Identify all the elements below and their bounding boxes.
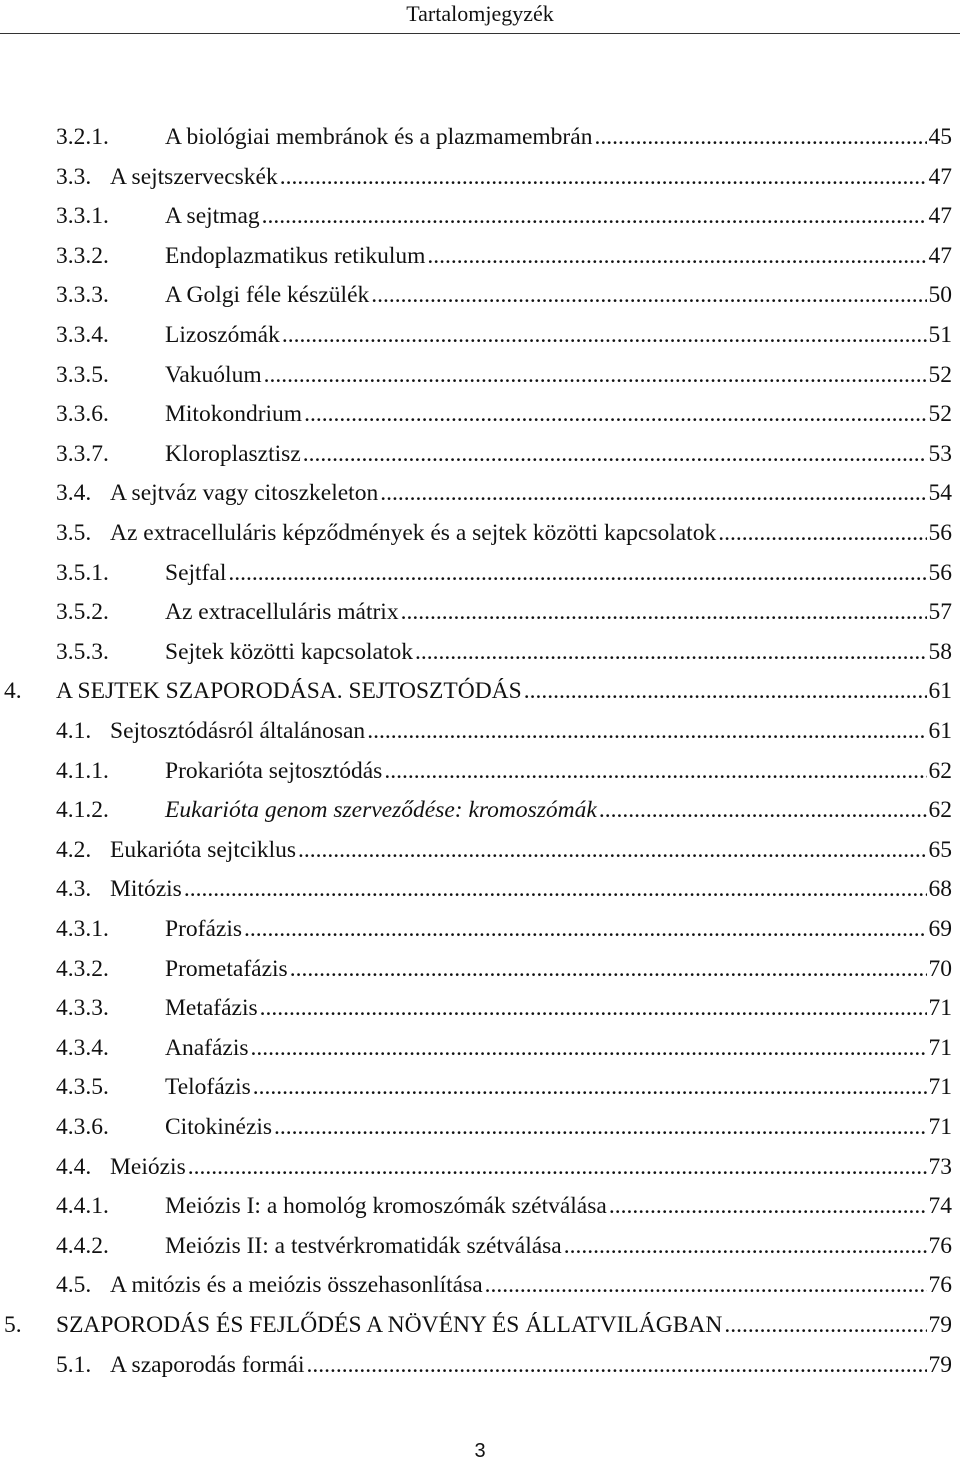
- toc-entry-title: A SEJTEK SZAPORODÁSA. SEJTOSZTÓDÁS: [56, 678, 522, 705]
- toc-entry-page: 61: [928, 718, 952, 744]
- toc-entry-title: Telofázis: [165, 1074, 251, 1101]
- toc-entry-page: 68: [928, 876, 952, 903]
- toc-entry-page: 65: [928, 836, 952, 863]
- toc-dot-leader: [274, 1107, 926, 1147]
- toc-entry-page: 76: [928, 1272, 952, 1299]
- toc-entry-number: 4.3.1.: [56, 916, 109, 942]
- toc-entry-title: Prometafázis: [165, 955, 288, 982]
- toc-entry-number: 3.5.2.: [56, 599, 109, 626]
- toc-entry-title: Metafázis: [165, 995, 258, 1022]
- toc-entry-number: 3.4.: [56, 480, 92, 507]
- toc-entry-page: 76: [928, 1232, 952, 1259]
- toc-entry-number: 3.3.3.: [56, 282, 109, 309]
- toc-entry[interactable]: [56, 830, 952, 870]
- toc-entry-page: 79: [928, 1312, 952, 1338]
- toc-entry-page: 74: [928, 1193, 952, 1220]
- toc-entry-number: 3.5.1.: [56, 559, 109, 586]
- toc-entry[interactable]: [56, 632, 952, 672]
- toc-entry-number: 4.2.: [56, 836, 92, 863]
- toc-entry-title: Profázis: [165, 916, 243, 942]
- toc-entry-number: 4.1.: [56, 718, 92, 744]
- toc-entry-number: 5.1.: [56, 1351, 92, 1378]
- toc-entry[interactable]: [56, 1186, 952, 1226]
- toc-entry-title: Lizoszómák: [165, 322, 280, 348]
- toc-dot-leader: [264, 355, 927, 395]
- toc-dot-leader: [594, 117, 926, 157]
- toc-entry-number: 3.5.3.: [56, 638, 109, 665]
- toc-entry-title: Meiózis: [110, 1153, 186, 1180]
- toc-entry-title: A sejtszervecskék: [110, 163, 278, 190]
- toc-entry-number: 4.1.1.: [56, 757, 109, 784]
- toc-dot-leader: [367, 711, 926, 751]
- toc-entry[interactable]: [56, 117, 952, 157]
- toc-dot-leader: [304, 394, 926, 434]
- toc-entry-page: 47: [928, 163, 952, 190]
- toc-entry[interactable]: [56, 711, 952, 751]
- toc-dot-leader: [251, 1028, 927, 1068]
- toc-entry-number: 4.3.5.: [56, 1074, 109, 1101]
- toc-entry-title: Citokinézis: [165, 1114, 273, 1140]
- toc-entry-page: 57: [928, 599, 952, 626]
- toc-entry[interactable]: [56, 1107, 952, 1147]
- toc-entry[interactable]: [56, 315, 952, 355]
- toc-entry[interactable]: [56, 434, 952, 474]
- toc-entry-title: Mitózis: [110, 876, 182, 903]
- toc-entry-number: 3.3.4.: [56, 322, 109, 348]
- toc-dot-leader: [524, 671, 927, 711]
- toc-entry-title: Sejtek közötti kapcsolatok: [165, 638, 414, 665]
- toc-dot-leader: [303, 434, 927, 474]
- toc-entry-number: 4.3.6.: [56, 1114, 109, 1140]
- toc-dot-leader: [609, 1186, 927, 1226]
- toc-entry-title: Kloroplasztisz: [165, 440, 301, 467]
- toc-dot-leader: [244, 909, 926, 949]
- toc-entry[interactable]: [56, 513, 952, 553]
- toc-entry-number: 4.3.4.: [56, 1034, 109, 1061]
- toc-entry-page: 61: [928, 678, 952, 705]
- toc-entry-number: 3.3.7.: [56, 440, 109, 467]
- toc-dot-leader: [564, 1226, 927, 1266]
- toc-entry-page: 71: [928, 995, 952, 1022]
- toc-entry-title: Anafázis: [165, 1034, 249, 1061]
- toc-entry-page: 70: [928, 955, 952, 982]
- toc-entry-page: 73: [928, 1153, 952, 1180]
- toc-entry[interactable]: [56, 1147, 952, 1187]
- running-header: Tartalomjegyzék: [406, 1, 554, 26]
- toc-entry-title: Vakuólum: [165, 361, 262, 388]
- toc-dot-leader: [228, 553, 926, 593]
- toc-entry-page: 71: [928, 1114, 952, 1140]
- toc-entry-title: Prokarióta sejtosztódás: [165, 757, 383, 784]
- toc-entry[interactable]: [56, 1226, 952, 1266]
- toc-entry-page: 62: [928, 757, 952, 784]
- toc-entry[interactable]: [56, 988, 952, 1028]
- toc-entry[interactable]: [56, 275, 952, 315]
- toc-entry-number: 4.4.2.: [56, 1232, 109, 1259]
- toc-entry-page: 50: [928, 282, 952, 309]
- toc-entry[interactable]: [56, 236, 952, 276]
- toc-dot-leader: [371, 275, 926, 315]
- toc-entry-number: 5.: [4, 1312, 22, 1338]
- toc-entry-page: 71: [928, 1074, 952, 1101]
- toc-entry-number: 3.2.1.: [56, 124, 109, 150]
- toc-entry-title: Mitokondrium: [165, 401, 303, 428]
- toc-entry[interactable]: [56, 355, 952, 395]
- toc-entry[interactable]: [56, 196, 952, 236]
- toc-dot-leader: [262, 196, 927, 236]
- toc-entry-title: Meiózis II: a testvérkromatidák szétválása: [165, 1232, 562, 1259]
- toc-entry-title: SZAPORODÁS ÉS FEJLŐDÉS A NÖVÉNY ÉS ÁLLATVILÁGBAN: [56, 1312, 723, 1338]
- toc-entry-page: 45: [928, 124, 952, 150]
- toc-entry-number: 4.3.: [56, 876, 92, 903]
- toc-entry-number: 4.: [4, 678, 22, 705]
- toc-entry-number: 4.3.2.: [56, 955, 109, 982]
- toc-entry[interactable]: [56, 592, 952, 632]
- toc-entry-number: 3.3.1.: [56, 203, 109, 230]
- toc-dot-leader: [260, 988, 927, 1028]
- toc-entry-page: 47: [928, 203, 952, 230]
- toc-entry[interactable]: [56, 909, 952, 949]
- toc-entry[interactable]: [56, 1265, 952, 1305]
- toc-entry[interactable]: [56, 1067, 952, 1107]
- toc-entry-title: Eukarióta genom szerveződése: kromoszómák: [165, 797, 597, 824]
- toc-entry[interactable]: [56, 553, 952, 593]
- page-number: 3: [474, 1440, 486, 1462]
- toc-dot-leader: [415, 632, 926, 672]
- toc-dot-leader: [384, 751, 926, 791]
- toc-entry-page: 54: [928, 480, 952, 507]
- toc-entry-number: 4.5.: [56, 1272, 92, 1299]
- toc-entry[interactable]: [56, 869, 952, 909]
- toc-entry-title: A mitózis és a meiózis összehasonlítása: [110, 1272, 483, 1299]
- toc-entry-number: 3.3.2.: [56, 242, 109, 269]
- toc-entry[interactable]: [56, 949, 952, 989]
- toc-dot-leader: [253, 1067, 927, 1107]
- toc-entry-page: 62: [928, 797, 952, 824]
- toc-entry-title: A biológiai membránok és a plazmamembrán: [165, 124, 593, 150]
- header-divider: [0, 33, 960, 34]
- toc-entry[interactable]: [56, 473, 952, 513]
- toc-entry-page: 47: [928, 242, 952, 269]
- toc-dot-leader: [184, 869, 927, 909]
- toc-dot-leader: [380, 473, 926, 513]
- toc-entry-number: 4.1.2.: [56, 797, 109, 824]
- toc-dot-leader: [290, 949, 927, 989]
- toc-entry-title: Az extracelluláris mátrix: [165, 599, 399, 626]
- toc-dot-leader: [280, 157, 927, 197]
- toc-entry[interactable]: [56, 1028, 952, 1068]
- toc-dot-leader: [306, 1345, 926, 1385]
- toc-entry[interactable]: [56, 157, 952, 197]
- toc-entry[interactable]: [56, 394, 952, 434]
- toc-entry[interactable]: [4, 1305, 952, 1345]
- toc-entry-page: 79: [928, 1351, 952, 1378]
- toc-entry-number: 3.3.6.: [56, 401, 109, 428]
- toc-entry-title: Sejtosztódásról általánosan: [110, 718, 366, 744]
- toc-entry-title: A szaporodás formái: [110, 1351, 305, 1378]
- toc-dot-leader: [401, 592, 927, 632]
- toc-dot-leader: [298, 830, 927, 870]
- toc-dot-leader: [485, 1265, 927, 1305]
- toc-entry-title: A sejtmag: [165, 203, 260, 230]
- toc-entry-number: 3.3.: [56, 163, 92, 190]
- toc-entry-page: 69: [928, 916, 952, 942]
- toc-entry-page: 56: [928, 559, 952, 586]
- toc-entry-page: 52: [928, 401, 952, 428]
- toc-dot-leader: [718, 513, 926, 553]
- toc-entry[interactable]: [4, 671, 952, 711]
- toc-entry-title: Sejtfal: [165, 559, 227, 586]
- toc-entry-page: 52: [928, 361, 952, 388]
- toc-entry-page: 53: [928, 440, 952, 467]
- toc-dot-leader: [599, 790, 927, 830]
- toc-dot-leader: [427, 236, 926, 276]
- toc-entry-title: Eukarióta sejtciklus: [110, 836, 296, 863]
- toc-entry-title: A Golgi féle készülék: [165, 282, 370, 309]
- toc-entry-number: 4.4.1.: [56, 1193, 109, 1220]
- toc-entry-page: 51: [928, 322, 952, 348]
- toc-entry[interactable]: [56, 790, 952, 830]
- toc-dot-leader: [188, 1147, 927, 1187]
- toc-entry[interactable]: [56, 1345, 952, 1385]
- toc-entry-title: Meiózis I: a homológ kromoszómák szétválása: [165, 1193, 607, 1220]
- toc-dot-leader: [282, 315, 927, 355]
- toc-entry-number: 4.3.3.: [56, 995, 109, 1022]
- toc-entry-page: 71: [928, 1034, 952, 1061]
- toc-entry-page: 56: [928, 520, 952, 546]
- toc-entry[interactable]: [56, 751, 952, 791]
- toc-entry-title: Endoplazmatikus retikulum: [165, 242, 426, 269]
- toc-entry-page: 58: [928, 638, 952, 665]
- toc-entry-title: Az extracelluláris képződmények és a sejtek közötti kapcsolatok: [110, 520, 717, 546]
- toc-entry-number: 3.3.5.: [56, 361, 109, 388]
- toc-entry-title: A sejtváz vagy citoszkeleton: [110, 480, 379, 507]
- toc-entry-number: 4.4.: [56, 1153, 92, 1180]
- toc-dot-leader: [724, 1305, 926, 1345]
- toc-entry-number: 3.5.: [56, 520, 92, 546]
